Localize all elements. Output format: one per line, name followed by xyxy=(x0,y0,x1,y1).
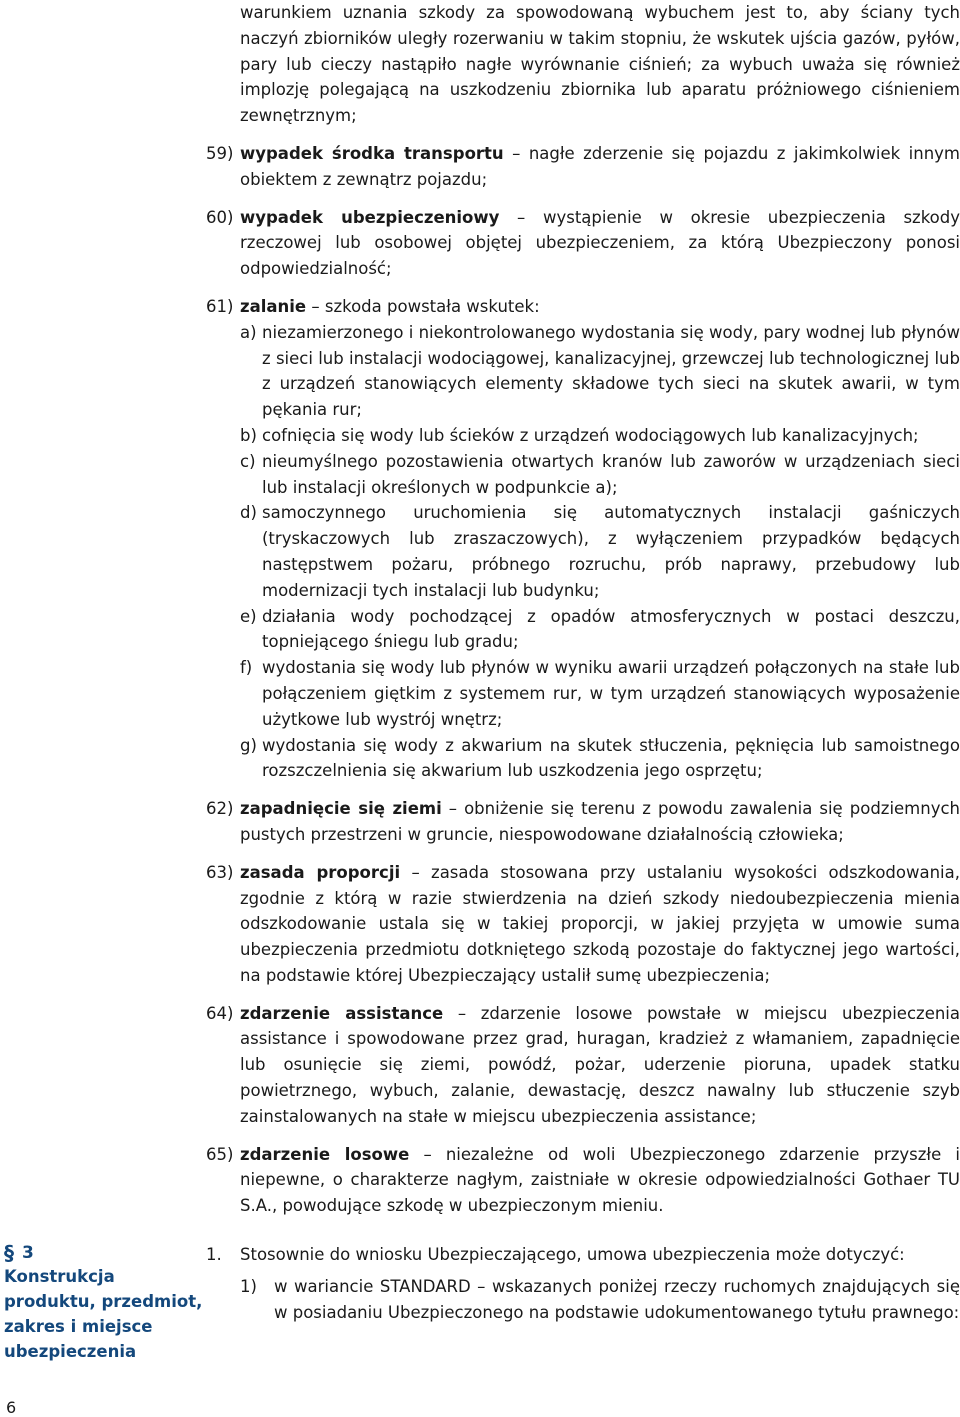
definition-62 xyxy=(206,796,960,848)
sub-item-text: działania wody pochodzącej z opadów atmosferycznych w postaci deszczu, topniejącego śniegu lub gradu; xyxy=(262,606,960,652)
intro-paragraph: warunkiem uznania szkody za spowodowaną wybuchem jest to, aby ściany tych naczyń zbiorników uległy rozerwaniu w takim stopniu, że wskutek ujścia gazów, pyłów, pary lub cieczy nastąpiło nagłe wyrównanie ciśnień; za wybuch uważa się również implozję polegającą na uszkodzeniu zbiornika lub aparatu próżniowego ciśnieniem zewnętrznym; xyxy=(240,3,960,126)
definition-term: zdarzenie losowe xyxy=(240,1144,410,1164)
definitions-list xyxy=(206,0,960,1219)
sub-item-letter: d) xyxy=(240,503,257,523)
sub-item-letter: f) xyxy=(240,658,253,678)
svg-text:§: § xyxy=(4,1242,14,1264)
definition-number: 63) xyxy=(206,862,234,882)
section-3-point-1-1 xyxy=(240,1274,960,1326)
point-text: w wariancie STANDARD – wskazanych poniżej rzeczy ruchomych znajdujących się w posiadaniu Ubezpieczonego na podstawie udokumentowanego tytułu prawnego: xyxy=(274,1276,960,1322)
definition-65 xyxy=(206,1142,960,1219)
definition-60 xyxy=(206,205,960,282)
section-title: Konstrukcja produktu, przedmiot, zakres i miejsce ubezpieczenia xyxy=(4,1267,203,1361)
definition-term: wypadek ubezpieczeniowy xyxy=(240,207,500,227)
definition-term: zalanie xyxy=(240,296,307,316)
sub-item-text: cofnięcia się wody lub ścieków z urządzeń wodociągowych lub kanalizacyjnych; xyxy=(262,425,919,445)
definition-number: 64) xyxy=(206,1003,234,1023)
sub-item-letter: a) xyxy=(240,322,257,342)
definition-number: 60) xyxy=(206,207,234,227)
sub-item-text: nieumyślnego pozostawienia otwartych kranów lub zaworów w urządzeniach sieci lub instalacji określonych w podpunkcie a); xyxy=(262,451,960,497)
sub-item-letter: c) xyxy=(240,451,256,471)
sub-item-e xyxy=(240,604,960,656)
definition-text: – nagłe zderzenie się pojazdu z jakimkolwiek innym obiektem z zewnątrz pojazdu; xyxy=(240,143,960,189)
definition-text: – wystąpienie w okresie ubezpieczenia szkody rzeczowej lub osobowej objętej ubezpieczeniem, za którą Ubezpieczony ponosi odpowiedzialność; xyxy=(240,207,960,279)
point-number: 1) xyxy=(240,1276,257,1296)
definition-text: – szkoda powstała wskutek: xyxy=(306,296,540,316)
sub-item-letter: e) xyxy=(240,606,257,626)
definition-number: 59) xyxy=(206,143,234,163)
sub-item-text: wydostania się wody z akwarium na skutek stłuczenia, pęknięcia lub samoistnego rozszczelnienia się akwarium lub uszkodzenia jego osprzętu; xyxy=(262,735,960,781)
sub-item-a xyxy=(240,320,960,423)
definition-number: 61) xyxy=(206,296,234,316)
section-sign-icon xyxy=(4,1242,18,1264)
sub-item-c xyxy=(240,449,960,501)
sub-item-letter: b) xyxy=(240,425,257,445)
definition-number: 62) xyxy=(206,799,234,819)
definition-term: wypadek środka transportu xyxy=(240,143,504,163)
definition-text: – obniżenie się terenu z powodu zawalenia się podziemnych pustych przestrzeni w gruncie, niespowodowane działalnością człowieka; xyxy=(240,799,960,844)
definition-text: – zasada stosowana przy ustalaniu wysokości odszkodowania, zgodnie z którą w razie stwierdzenia na dzień szkody niedoubezpieczenia mienia odszkodowanie ustala się w takiej proporcji, w jakiej przyjęta w umowie suma ubezpieczenia przedmiotu dotkniętego szkodą pozostaje do faktycznej jego wartości, na podstawie której Ubezpieczający ustalił sumę ubezpieczenia; xyxy=(240,862,960,985)
definition-64 xyxy=(206,1001,960,1130)
definition-63 xyxy=(206,860,960,989)
definition-61 xyxy=(206,294,960,784)
sub-item-text: niezamierzonego i niekontrolowanego wydostania się wody, pary wodnej lub płynów z sieci lub instalacji wodociągowej, kanalizacyjnej, grzewczej lub technologicznej lub z urządzeń stanowiących elementy składowe tych sieci na skutek awarii, w tym pękania rur; xyxy=(262,322,960,420)
sub-item-d xyxy=(240,500,960,603)
point-text: Stosownie do wniosku Ubezpieczającego, umowa ubezpieczenia może dotyczyć: xyxy=(240,1245,905,1264)
definition-text: – niezależne od woli Ubezpieczonego zdarzenie przyszłe i niepewne, o charakterze nagłym, zaistniałe w okresie odpowiedzialności Gothaer TU S.A., powodujące szkodę w ubezpieczonym mieniu. xyxy=(240,1144,960,1216)
sub-item-text: wydostania się wody lub płynów w wyniku awarii urządzeń połączonych na stałe lub połączeniem giętkim z systemem rur, w tym urządzeń stanowiących wyposażenie użytkowe lub wystrój wnętrz; xyxy=(262,658,960,729)
section-3-content xyxy=(206,1242,960,1325)
definition-term: zapadnięcie się ziemi xyxy=(240,799,442,819)
page-number: 6 xyxy=(6,1398,17,1417)
section-3-point-1 xyxy=(206,1242,960,1268)
sub-item-g xyxy=(240,733,960,785)
sub-item-text: samoczynnego uruchomienia się automatycznych instalacji gaśniczych (tryskaczowych lub zraszaczowych), z wyłączeniem przypadków będących następstwem pożaru, próbnego rozruchu, prób naprawy, przebudowy lub modernizacji tych instalacji lub budynku; xyxy=(262,503,960,600)
definition-term: zdarzenie assistance xyxy=(240,1003,444,1023)
sub-item-letter: g) xyxy=(240,735,257,755)
definition-number: 65) xyxy=(206,1144,234,1164)
sub-item-f xyxy=(240,655,960,732)
definition-59 xyxy=(206,141,960,193)
sub-item-b xyxy=(240,423,960,449)
section-3-heading xyxy=(4,1242,204,1364)
definition-text: – zdarzenie losowe powstałe w miejscu ubezpieczenia assistance i spowodowane przez grad, huragan, kradzież z włamaniem, zapadnięcie lub osunięcie się ziemi, powódź, pożar, uderzenie pioruna, upadek statku powietrznego, wybuch, zalanie, dewastację, deszcz nawalny lub stłuczenie szyb zainstalowanych na stałe w miejscu ubezpieczenia assistance; xyxy=(240,1003,960,1126)
point-number: 1. xyxy=(206,1245,222,1264)
section-number: 3 xyxy=(22,1243,34,1263)
definition-term: zasada proporcji xyxy=(240,862,401,882)
